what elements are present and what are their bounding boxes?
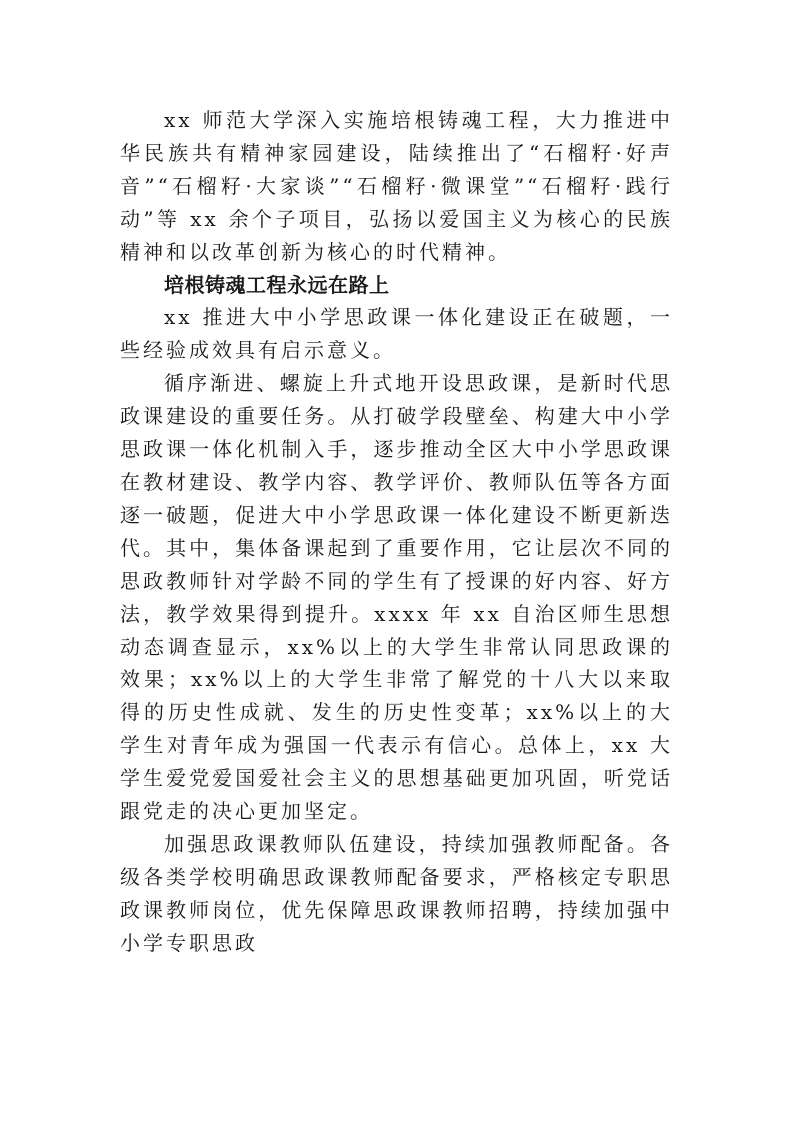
document-page [120, 104, 673, 960]
paragraph-intro: xx 师范大学深入实施培根铸魂工程，大力推进中华民族共有精神家园建设，陆续推出了“石榴籽·好声音”“石榴籽·大家谈”“石榴籽·微课堂”“石榴籽·践行动”等 xx 余个子项目，弘扬以爱国主义为核心的民族精神和以改革创新为核心的时代精神。 [120, 108, 673, 264]
paragraph-teachers: 加强思政课教师队伍建设，持续加强教师配备。各级各类学校明确思政课教师配备要求，严格核定专职思政课教师岗位，优先保障思政课教师招聘，持续加强中小学专职思政 [120, 831, 673, 955]
paragraph-integration: 循序渐进、螺旋上升式地开设思政课，是新时代思政课建设的重要任务。从打破学段壁垒、构建大中小学思政课一体化机制入手，逐步推动全区大中小学思政课在教材建设、教学内容、教学评价、教师队伍等各方面逐一破题，促进大中小学思政课一体化建设不断更新迭代。其中，集体备课起到了重要作用，它让层次不同的思政教师针对学龄不同的学生有了授课的好内容、好方法，教学效果得到提升。xxxx 年 xx 自治区师生思想动态调查显示，xx%以上的大学生非常认同思政课的效果；xx%以上的大学生非常了解党的十八大以来取得的历史性成就、发生的历史性变革；xx%以上的大学生对青年成为强国一代表示有信心。总体上，xx 大学生爱党爱国爱社会主义的思想基础更加巩固，听党话跟党走的决心更加坚定。 [120, 371, 673, 824]
section-heading: 培根铸魂工程永远在路上 [164, 272, 390, 297]
paragraph-summary: xx 推进大中小学思政课一体化建设正在破题，一些经验成效具有启示意义。 [120, 305, 673, 363]
